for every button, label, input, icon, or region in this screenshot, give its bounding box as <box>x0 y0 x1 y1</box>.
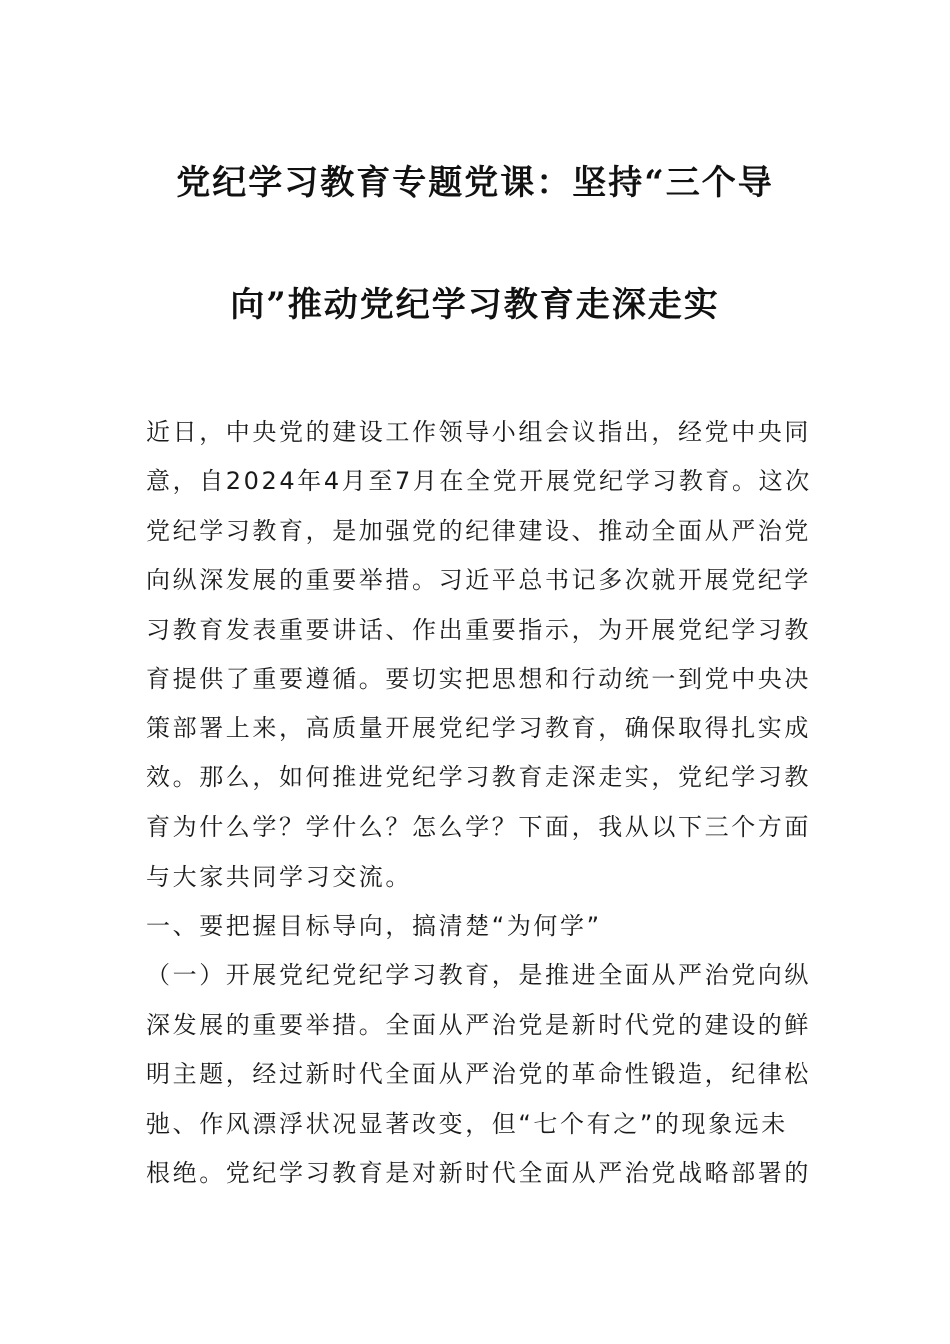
document-title-line-2: 向”推动党纪学习教育走深走实 <box>230 285 720 325</box>
body-line: 与大家共同学习交流。 <box>146 863 412 891</box>
body-line: （一）开展党纪党纪学习教育，是推进全面从严治党向纵 <box>146 961 811 989</box>
body-line: 策部署上来，高质量开展党纪学习教育，确保取得扎实成 <box>146 714 811 742</box>
body-line: 近日，中央党的建设工作领导小组会议指出，经党中央同 <box>146 418 811 446</box>
body-line: 深发展的重要举措。全面从严治党是新时代党的建设的鲜 <box>146 1011 811 1039</box>
body-line: 向纵深发展的重要举措。习近平总书记多次就开展党纪学 <box>146 566 811 594</box>
body-line: 习教育发表重要讲话、作出重要指示，为开展党纪学习教 <box>146 616 811 644</box>
body-line: 根绝。党纪学习教育是对新时代全面从严治党战略部署的 <box>146 1159 811 1187</box>
body-line: 育为什么学？学什么？怎么学？下面，我从以下三个方面 <box>146 813 811 841</box>
body-line: 育提供了重要遵循。要切实把思想和行动统一到党中央决 <box>146 665 811 693</box>
body-line: 明主题，经过新时代全面从严治党的革命性锻造，纪律松 <box>146 1060 811 1088</box>
body-line: 意，自2024年4月至7月在全党开展党纪学习教育。这次 <box>146 467 812 495</box>
section-heading: 一、要把握目标导向，搞清楚“为何学” <box>146 912 602 940</box>
body-line: 效。那么，如何推进党纪学习教育走深走实，党纪学习教 <box>146 763 811 791</box>
body-line: 弛、作风漂浮状况显著改变，但“七个有之”的现象远未 <box>146 1110 788 1138</box>
body-line: 党纪学习教育，是加强党的纪律建设、推动全面从严治党 <box>146 517 811 545</box>
document-title-line-1: 党纪学习教育专题党课：坚持“三个导 <box>176 163 774 203</box>
